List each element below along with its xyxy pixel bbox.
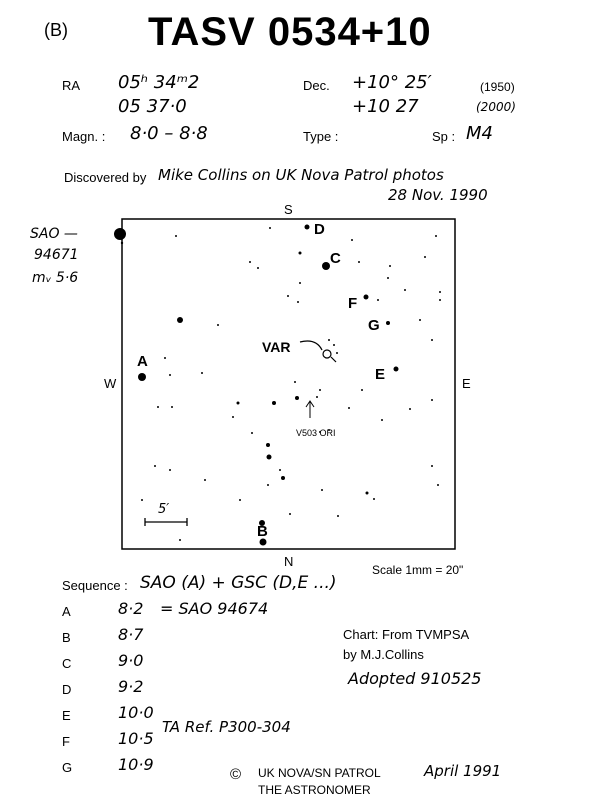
seq-letter: F — [62, 734, 70, 749]
seq-letter: D — [62, 682, 72, 697]
chart-star — [319, 389, 321, 391]
ra-2000-value: 05 37·0 — [118, 96, 187, 117]
chart-star — [409, 408, 411, 410]
seq-mag: 8·2 — [118, 599, 144, 618]
chart-star — [373, 498, 375, 500]
ra-label: RA — [62, 78, 81, 93]
chart-star — [289, 513, 291, 515]
chart-star — [269, 227, 271, 229]
ra-1950-value: 05ʰ 34ᵐ2 — [118, 72, 200, 93]
star-letter-a: A — [137, 353, 148, 370]
chart-frame — [122, 219, 455, 549]
star-letter-d: D — [314, 221, 325, 238]
chart-star — [364, 295, 369, 300]
chart-by: by M.J.Collins — [343, 647, 424, 662]
discovered-prefix: Discovered by — [64, 170, 147, 185]
chart-star — [439, 299, 441, 301]
chart-star — [138, 373, 146, 381]
chart-star — [366, 492, 369, 495]
seq-letter: B — [62, 630, 71, 645]
chart-star — [295, 396, 299, 400]
ta-reference: TA Ref. P300-304 — [162, 718, 291, 736]
chart-star — [437, 484, 439, 486]
star-letter-e: E — [375, 366, 386, 383]
chart-star — [431, 399, 433, 401]
seq-mag: 9·0 — [118, 651, 144, 670]
sequence-label: Sequence : — [62, 578, 128, 593]
chart-star — [394, 367, 399, 372]
chart-star — [328, 339, 330, 341]
star-letter-b: B — [257, 523, 268, 540]
chart-star — [431, 465, 433, 467]
chart-star — [179, 539, 181, 541]
chart-star — [267, 455, 272, 460]
scale-bar-label: 5′ — [158, 502, 170, 517]
var-star-circle — [323, 350, 331, 358]
chart-star — [177, 317, 183, 323]
sp-value: M4 — [466, 123, 493, 144]
var-tick — [331, 357, 336, 362]
chart-star — [294, 381, 296, 383]
chart-star — [305, 225, 310, 230]
chart-star — [333, 344, 335, 346]
epoch-1950: (1950) — [480, 80, 515, 94]
chart-star — [381, 419, 383, 421]
chart-star — [404, 289, 406, 291]
seq-note: = SAO 94674 — [160, 599, 269, 618]
chart-star — [141, 499, 143, 501]
chart-star — [239, 499, 241, 501]
chart-star — [361, 389, 363, 391]
var-label: VAR — [262, 339, 291, 355]
v503-label: V503 ORI — [296, 428, 336, 438]
chart-star — [439, 291, 441, 293]
page-title: TASV 0534+10 — [148, 10, 432, 54]
chart-star — [251, 432, 253, 434]
chart-star — [249, 261, 251, 263]
scale-text: Scale 1mm = 20" — [372, 563, 464, 577]
star-letter-g: G — [368, 317, 380, 334]
chart-star — [321, 489, 323, 491]
epoch-2000: (2000) — [476, 100, 516, 114]
chart-star — [204, 479, 206, 481]
chart-star — [171, 406, 173, 408]
credits-date: April 1991 — [424, 762, 502, 780]
seq-mag: 10·0 — [118, 703, 154, 722]
chart-star — [257, 267, 259, 269]
discovery-text: Mike Collins on UK Nova Patrol photos — [158, 166, 444, 184]
sao-companion — [121, 242, 123, 244]
chart-star — [316, 396, 318, 398]
star-letter-c: C — [330, 250, 341, 267]
chart-star — [351, 239, 353, 241]
type-label: Type : — [303, 129, 339, 144]
chart-star — [431, 339, 433, 341]
copyright-symbol: © — [230, 766, 242, 783]
chart-star — [435, 235, 437, 237]
chart-from: Chart: From TVMPSA — [343, 627, 470, 642]
chart-star — [337, 515, 339, 517]
seq-letter: G — [62, 760, 73, 775]
dec-2000-value: +10 27 — [352, 96, 419, 117]
direction-north: N — [284, 554, 294, 569]
chart-star — [358, 261, 360, 263]
adopted-note: Adopted 910525 — [348, 669, 482, 688]
direction-east: E — [462, 376, 471, 391]
chart-star — [232, 416, 234, 418]
chart-star — [175, 235, 177, 237]
chart-star — [348, 407, 350, 409]
chart-star — [281, 476, 285, 480]
chart-star — [164, 357, 166, 359]
chart-star — [386, 321, 390, 325]
dec-label: Dec. — [303, 78, 330, 93]
seq-letter: A — [62, 604, 71, 619]
chart-star — [322, 262, 330, 270]
seq-mag: 9·2 — [118, 677, 144, 696]
star-letter-f: F — [348, 295, 358, 312]
chart-star — [267, 484, 269, 486]
seq-mag: 8·7 — [118, 625, 144, 644]
sao-star — [114, 228, 126, 240]
chart-star — [157, 406, 159, 408]
chart-star — [217, 324, 219, 326]
chart-star — [299, 252, 302, 255]
chart-star — [424, 256, 426, 258]
org-line-2: THE ASTRONOMER — [258, 783, 371, 797]
chart-star — [201, 372, 203, 374]
chart-star — [377, 299, 379, 301]
var-pointer-line — [300, 341, 322, 350]
direction-south: S — [284, 202, 293, 217]
chart-star — [336, 352, 338, 354]
chart-star — [169, 374, 171, 376]
chart-star — [237, 402, 240, 405]
chart-star — [279, 469, 281, 471]
org-line-1: UK NOVA/SN PATROL — [258, 766, 381, 780]
panel-label: (B) — [44, 20, 68, 40]
chart-star — [297, 301, 299, 303]
chart-star — [299, 282, 301, 284]
seq-letter: E — [62, 708, 71, 723]
chart-star — [389, 265, 391, 267]
direction-west: W — [104, 376, 117, 391]
chart-star — [419, 319, 421, 321]
discovery-date: 28 Nov. 1990 — [388, 186, 488, 204]
chart-star — [154, 465, 156, 467]
sao-magnitude: mᵥ 5·6 — [32, 270, 79, 286]
sao-number: 94671 — [34, 247, 79, 263]
magn-value: 8·0 – 8·8 — [130, 123, 208, 144]
seq-mag: 10·9 — [118, 755, 154, 774]
dec-1950-value: +10° 25′ — [352, 72, 432, 93]
sp-label: Sp : — [432, 129, 456, 144]
chart-star — [266, 443, 270, 447]
sequence-source: SAO (A) + GSC (D,E ...) — [140, 573, 337, 593]
seq-mag: 10·5 — [118, 729, 154, 748]
chart-star — [169, 469, 171, 471]
sao-label: SAO — — [30, 226, 78, 242]
chart-star — [287, 295, 289, 297]
chart-star — [387, 277, 389, 279]
seq-letter: C — [62, 656, 72, 671]
magn-label: Magn. : — [62, 129, 106, 144]
chart-star — [272, 401, 276, 405]
star-field — [138, 225, 441, 546]
